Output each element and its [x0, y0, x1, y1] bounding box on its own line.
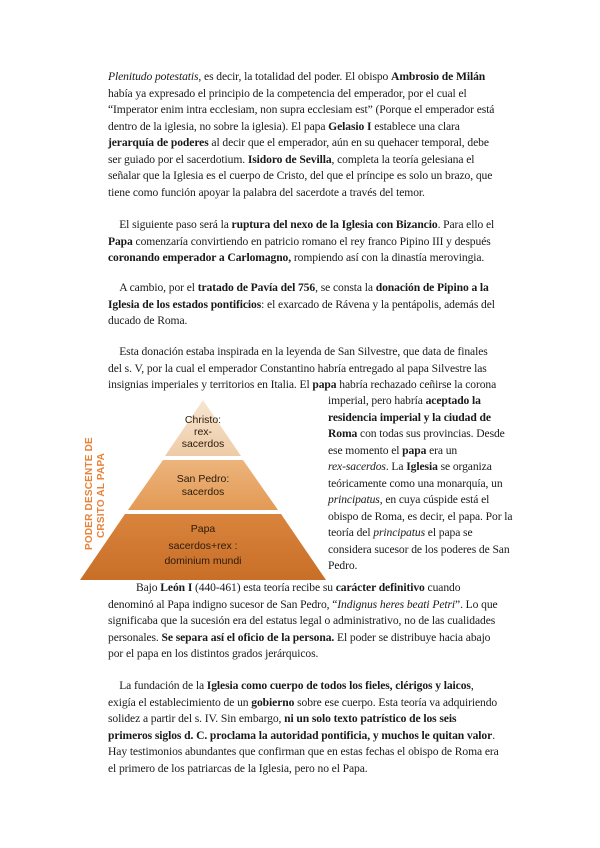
text-bold: ni un solo texto patrístico de los seis	[284, 712, 457, 725]
text-bold: jerarquía de poderes	[108, 136, 209, 149]
paragraph-leon	[108, 580, 522, 663]
text-bold: papa	[402, 443, 427, 457]
text: insignias imperiales y territorios en Italia. El	[108, 378, 313, 391]
tier-middle-label: sacerdos	[181, 486, 225, 498]
paragraph-fundacion	[108, 678, 522, 777]
paragraph-pavia	[108, 280, 522, 330]
text-line: ducado de Roma.	[108, 314, 188, 327]
text-italic: principatus	[373, 526, 425, 539]
text: : el exarcado de Rávena y la pentápolis, además del	[261, 297, 495, 311]
text-bold: Papa	[108, 234, 133, 248]
side-label-line: PODER DESCENTE DE	[84, 437, 95, 550]
tier-top-label: rex-	[193, 426, 213, 438]
text: personales.	[108, 630, 162, 644]
text: el papa se	[424, 526, 473, 539]
text: sobre ese cuerpo. Esta teoría va adquiriendo	[294, 695, 498, 709]
text: A cambio, por el	[119, 281, 198, 294]
paragraph-silvestre-column	[328, 393, 528, 575]
text-line: por el papa en los distintos grados jerárquicos.	[108, 647, 319, 660]
text-bold: gobierno	[251, 695, 295, 709]
text: ,	[470, 679, 474, 692]
text-italic: principatus	[328, 493, 380, 506]
text: El poder se distribuye hacia abajo	[334, 630, 491, 644]
text: .	[492, 728, 495, 742]
text-line: el primero de los patriarcas de la Iglesia, pero no el Papa.	[108, 761, 368, 775]
text: . La	[385, 460, 407, 473]
text-line: considera sucesor de los poderes de San	[328, 542, 510, 556]
text: ser guiado por el sacerdotium.	[108, 152, 248, 166]
text-bold: primeros siglos d. C. proclama la autoridad pontificia, y muchos le quitan valor	[108, 728, 493, 742]
text-line: había ya expresado el principio de la competencia del emperador, por el cual el	[108, 86, 467, 100]
text: solidez a partir del s. IV. Sin embargo,	[108, 712, 285, 725]
text-bold: coronando emperador a Carlomagno,	[108, 251, 292, 264]
text-line: “Imperator enim intra ecclesiam, non supra ecclesiam est” (Porque el emperador está	[108, 103, 495, 116]
text: cuando	[424, 581, 461, 594]
text: exigía el establecimiento de un	[108, 695, 252, 709]
tier-bottom-label: sacerdos+rex :	[168, 540, 238, 552]
text: (440-461) esta teoría recibe su	[192, 581, 336, 594]
text-line: teóricamente como una monarquía, un	[328, 476, 503, 490]
text: con todas sus provincias. Desde	[357, 427, 505, 440]
text-bold: aceptado la	[425, 394, 481, 407]
text: , completa la teoría gelesiana el	[331, 152, 475, 166]
text: establece una clara	[371, 119, 460, 133]
text: al decir que el emperador, aún en su quehacer temporal, debe	[208, 136, 489, 149]
text: dentro de la iglesia, no sobre la iglesia). El papa	[108, 119, 329, 133]
text-bold: Se separa así el oficio de la persona.	[161, 630, 335, 644]
text-bold: Gelasio I	[328, 119, 372, 133]
text-bold: Roma	[328, 427, 358, 440]
paragraph-silvestre	[108, 344, 522, 394]
text: La fundación de la	[119, 679, 207, 692]
tier-top-label: sacerdos	[181, 438, 225, 450]
text: teoría del	[328, 526, 374, 539]
paragraph-ruptura	[108, 217, 522, 267]
text: Bajo	[136, 581, 161, 594]
text: ”. Lo que	[455, 597, 498, 611]
text-line: del s. V, por la cual el emperador Constantino habría entregado al papa Silvestre las	[108, 361, 487, 375]
text: ese momento el	[328, 443, 403, 457]
tier-top-label: Christo:	[184, 414, 222, 426]
text-line: Pedro.	[328, 559, 358, 572]
text-bold: papa	[312, 378, 337, 391]
text-bold: León I	[160, 581, 193, 594]
text-bold: Iglesia de los estados pontificios	[108, 297, 262, 311]
text-italic: Indignus heres beati Petri	[337, 597, 456, 611]
text: imperial, pero habría	[328, 394, 426, 407]
text-bold: tratado de Pavía del 756	[197, 281, 316, 294]
text-line: Hay testimonios abundantes que confirman que en estas fechas el obispo de Roma era	[108, 745, 499, 758]
text: rompiendo así con la dinastía merovingia.	[291, 251, 485, 264]
text: denominó al Papa indigno sucesor de San Pedro, “	[108, 597, 338, 611]
text-bold: carácter definitivo	[335, 581, 425, 594]
text: habría rechazado ceñirse la corona	[336, 378, 497, 391]
text-bold: residencia imperial y la ciudad de	[328, 410, 491, 424]
text-italic: rex-sacerdos	[328, 460, 386, 473]
tier-middle-label: San Pedro:	[176, 473, 230, 485]
text-bold: Isidoro de Sevilla	[247, 152, 332, 166]
text-line: obispo de Roma, es decir, el papa. Por la	[328, 509, 513, 523]
text: El siguiente paso será la	[119, 218, 232, 231]
side-label-line: CRSITO AL PAPA	[96, 452, 107, 538]
text-bold: Ambrosio de Milán	[391, 70, 486, 83]
text-line: significaba que la sucesión era del estatus legal o administrativo, no de las cualidades	[108, 614, 496, 627]
text-line: señalar que la Iglesia es el cuerpo de Cristo, del que el príncipe es solo un brazo, que	[108, 169, 493, 182]
text-bold: Iglesia como cuerpo de todos los fieles, clérigos y laicos	[206, 679, 471, 692]
text: era un	[426, 443, 458, 457]
pyramid-tier-middle	[128, 460, 278, 510]
power-pyramid-diagram	[78, 400, 328, 582]
text-bold: Iglesia	[406, 460, 438, 473]
text-bold: donación de Pipino a la	[375, 281, 489, 294]
paragraph-plenitudo	[108, 69, 522, 201]
text-italic: Plenitudo potestatis	[108, 70, 199, 83]
text: , es decir, la totalidad del poder. El obispo	[198, 70, 392, 83]
text: comenzaría convirtiendo en patricio romano el rey franco Pipino III y después	[132, 234, 491, 248]
text: se organiza	[437, 460, 492, 473]
tier-bottom-label: Papa	[190, 523, 216, 535]
text: , en cuya cúspide está el	[379, 493, 490, 506]
text-line: tiene como función apoyar la palabra del sacerdote a través del temor.	[108, 185, 425, 199]
text: , se consta la	[315, 281, 376, 294]
text-bold: ruptura del nexo de la Iglesia con Bizancio	[231, 218, 438, 231]
tier-bottom-label: dominium mundi	[164, 555, 242, 567]
text: Esta donación estaba inspirada en la leyenda de San Silvestre, que data de finales	[119, 345, 488, 358]
text: . Para ello el	[437, 218, 495, 231]
